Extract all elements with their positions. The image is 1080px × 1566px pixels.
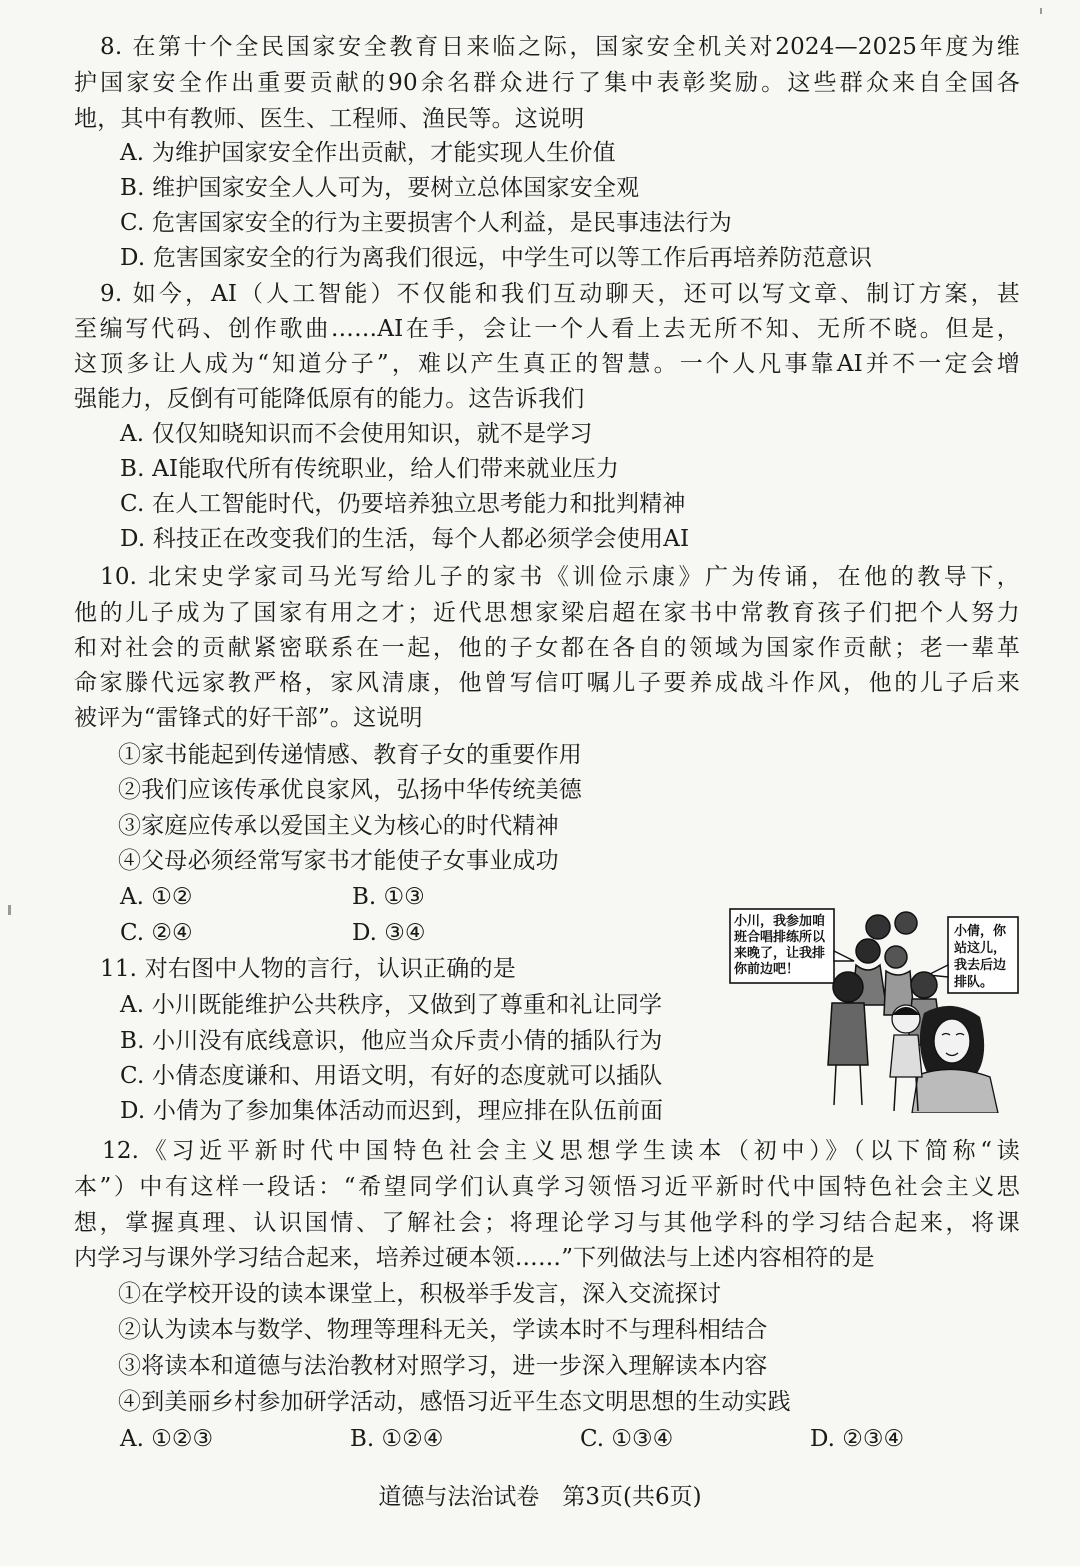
q11-option-d: D. 小倩为了参加集体活动而迟到，理应排在队伍前面 [120, 1098, 664, 1124]
q12-choice-d: D. ②③④ [810, 1426, 905, 1452]
q10-item-1: ①家书能起到传递情感、教育子女的重要作用 [118, 742, 582, 768]
q12-item-3: ③将读本和道德与法治教材对照学习，进一步深入理解读本内容 [118, 1353, 768, 1379]
q10-item-2: ②我们应该传承优良家风，弘扬中华传统美德 [118, 777, 582, 803]
q10-choice-a: A. ①② [120, 884, 193, 910]
q10-stem-line-2: 他的儿子成为了国家有用之才；近代思想家梁启超在家书中常教育孩子们把个人努力 [74, 600, 1020, 626]
q8-stem-line-2: 护国家安全作出重要贡献的90余名群众进行了集中表彰奖励。这些群众来自全国各 [74, 70, 1020, 96]
bubble-left-line-2: 班合唱排练所以 [734, 930, 826, 945]
q12-choice-a: A. ①②③ [120, 1426, 214, 1452]
q10-choice-c: C. ②④ [120, 920, 193, 946]
scan-mark-left [8, 905, 11, 915]
q11-option-a: A. 小川既能维护公共秩序，又做到了尊重和礼让同学 [120, 992, 663, 1018]
speech-bubble-left-tail [834, 951, 854, 961]
q8-option-d: D. 危害国家安全的行为离我们很远，中学生可以等工作后再培养防范意识 [120, 245, 873, 271]
bubble-right-line-2: 站这儿， [954, 941, 1007, 956]
q12-choice-c: C. ①③④ [580, 1426, 674, 1452]
bubble-left-line-4: 你前边吧！ [734, 962, 800, 977]
page-footer: 道德与法治试卷 第3页(共6页) [378, 1484, 702, 1510]
q10-choice-d: D. ③④ [352, 920, 426, 946]
q11-cartoon-illustration [728, 905, 1020, 1113]
q10-item-3: ③家庭应传承以爱国主义为核心的时代精神 [118, 813, 559, 839]
q9-stem-line-4: 强能力，反倒有可能降低原有的能力。这告诉我们 [74, 386, 585, 412]
q8-option-b: B. 维护国家安全人人可为，要树立总体国家安全观 [120, 175, 640, 201]
bubble-right-line-4: 排队。 [954, 975, 994, 990]
bubble-left-line-1: 小川，我参加咱 [734, 914, 826, 929]
q11-stem: 11. 对右图中人物的言行，认识正确的是 [100, 956, 516, 982]
boy-figure [890, 1005, 922, 1111]
q12-item-1: ①在学校开设的读本课堂上，积极举手发言，深入交流探讨 [118, 1281, 722, 1307]
front-girl-figure [912, 1006, 998, 1113]
q12-item-4: ④到美丽乡村参加研学活动，感悟习近平生态文明思想的生动实践 [118, 1389, 791, 1415]
q11-option-c: C. 小倩态度谦和、用语文明，有好的态度就可以插队 [120, 1063, 663, 1089]
q9-stem-line-3: 这顶多让人成为“知道分子”，难以产生真正的智慧。一个人凡事靠AI并不一定会增 [74, 351, 1020, 377]
q10-item-4: ④父母必须经常写家书才能使子女事业成功 [118, 848, 559, 874]
q9-option-d: D. 科技正在改变我们的生活，每个人都必须学会使用AI [120, 526, 690, 552]
q11-option-b: B. 小川没有底线意识，他应当众斥责小倩的插队行为 [120, 1028, 663, 1054]
q10-stem-line-3: 和对社会的贡献紧密联系在一起，他的子女都在各自的领域为国家作贡献；老一辈革 [74, 635, 1020, 661]
q10-choice-b: B. ①③ [352, 884, 425, 910]
q9-stem-line-2: 至编写代码、创作歌曲……AI在手，会让一个人看上去无所不知、无所不晓。但是， [74, 316, 1020, 342]
q8-stem-line-3: 地，其中有教师、医生、工程师、渔民等。这说明 [74, 106, 585, 132]
bubble-right-line-3: 我去后边 [954, 958, 1007, 973]
q9-option-a: A. 仅仅知晓知识而不会使用知识，就不是学习 [120, 421, 593, 447]
bubble-left-line-3: 来晚了，让我排 [734, 946, 826, 961]
q12-choice-b: B. ①②④ [350, 1426, 444, 1452]
q10-stem-line-1: 10. 北宋史学家司马光写给儿子的家书《训俭示康》广为传诵，在他的教导下， [100, 564, 1020, 590]
scan-mark-top-right [1040, 8, 1042, 14]
q12-stem-line-3: 想，掌握真理、认识国情、了解社会；将理论学习与其他学科的学习结合起来，将课 [74, 1210, 1020, 1236]
q8-stem-line-1: 8. 在第十个全民国家安全教育日来临之际，国家安全机关对2024—2025年度为维 [100, 34, 1020, 60]
bubble-right-line-1: 小倩，你 [954, 924, 1007, 939]
q10-stem-line-4: 命家滕代远家教严格，家风清康，他曾写信叮嘱儿子要养成战斗作风，他的儿子后来 [74, 670, 1020, 696]
q12-stem-line-4: 内学习与课外学习结合起来，培养过硬本领……”下列做法与上述内容相符的是 [74, 1245, 875, 1271]
q8-option-c: C. 危害国家安全的行为主要损害个人利益，是民事违法行为 [120, 210, 733, 236]
q9-stem-line-1: 9. 如今，AI（人工智能）不仅能和我们互动聊天，还可以写文章、制订方案，甚 [100, 281, 1020, 307]
q10-stem-line-5: 被评为“雷锋式的好干部”。这说明 [74, 705, 423, 731]
q8-option-a: A. 为维护国家安全作出贡献，才能实现人生价值 [120, 140, 616, 166]
q9-option-c: C. 在人工智能时代，仍要培养独立思考能力和批判精神 [120, 491, 686, 517]
q12-item-2: ②认为读本与数学、物理等理科无关，学读本时不与理科相结合 [118, 1317, 768, 1343]
q12-stem-line-2: 本”）中有这样一段话：“希望同学们认真学习领悟习近平新时代中国特色社会主义思 [74, 1174, 1020, 1200]
q12-stem-line-1: 12.《习近平新时代中国特色社会主义思想学生读本（初中）》（以下简称“读 [102, 1138, 1020, 1164]
q9-option-b: B. AI能取代所有传统职业，给人们带来就业压力 [120, 456, 620, 482]
